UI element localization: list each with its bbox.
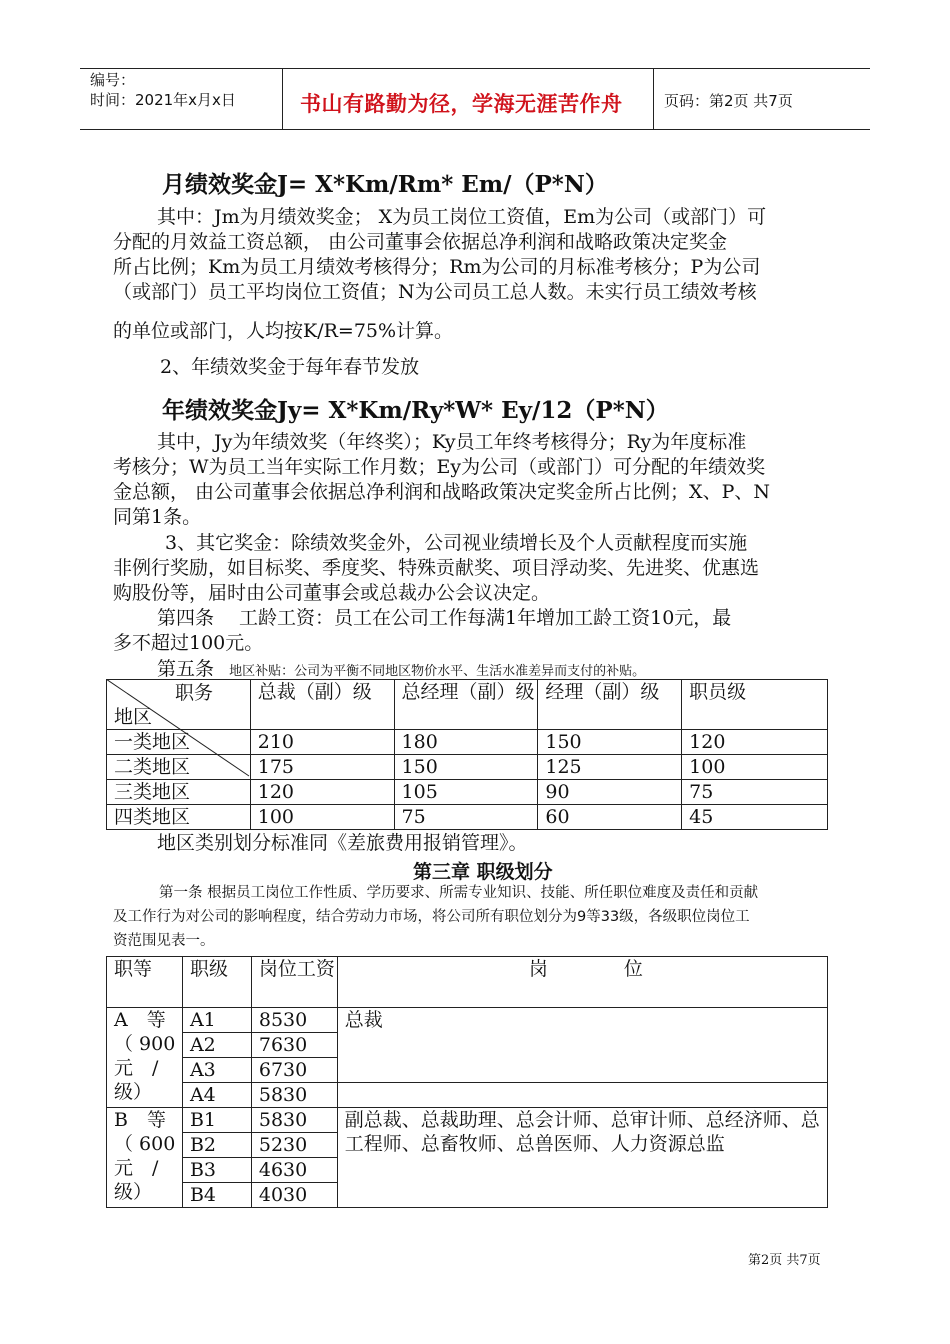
yearly-heading: 2、年绩效奖金于每年春节发放 <box>160 356 420 378</box>
salary-cell: 5230 <box>251 1133 337 1158</box>
text-line: 购股份等，届时由公司董事会或总裁办公会议决定。 <box>113 582 551 604</box>
table-cell: 75 <box>682 780 828 805</box>
column-header: 经理（副）级 <box>538 680 682 730</box>
header-meta <box>90 70 236 110</box>
table-cell: 45 <box>682 805 828 830</box>
level-cell: A2 <box>182 1033 251 1058</box>
column-header: 职员级 <box>682 680 828 730</box>
yearly-explanation <box>113 430 840 530</box>
table-cell: 100 <box>682 755 828 780</box>
table-row <box>107 1083 828 1108</box>
text-line: 3、其它奖金：除绩效奖金外，公司视业绩增长及个人贡献程度而实施 <box>165 532 748 554</box>
grade-cell <box>107 1008 183 1108</box>
region-cell: 二类地区 <box>107 755 251 780</box>
text-line: 的单位或部门，人均按K/R=75%计算。 <box>113 320 454 342</box>
grade-line: A 等 <box>114 1009 166 1031</box>
monthly-explanation <box>113 205 840 344</box>
region-cell: 四类地区 <box>107 805 251 830</box>
region-cell: 三类地区 <box>107 780 251 805</box>
text-line: 其中：Jm为月绩效奖金； X为员工岗位工资值，Em为公司（或部门）可 <box>157 206 767 228</box>
time-label: 时间：2021年x月x日 <box>90 91 236 109</box>
column-header: 总裁（副）级 <box>250 680 394 730</box>
grade-line: （ 600 <box>114 1133 176 1155</box>
chapter-title: 第三章 职级划分 <box>413 861 553 883</box>
text-line: （或部门）员工平均岗位工资值；N为公司员工总人数。未实行员工绩效考核 <box>113 281 757 303</box>
chapter3-article-1 <box>113 881 843 953</box>
level-cell: A1 <box>182 1008 251 1033</box>
table-cell: 75 <box>394 805 538 830</box>
header-divider-left <box>282 68 283 129</box>
table-cell: 105 <box>394 780 538 805</box>
subsidy-description: 地区补贴：公司为平衡不同地区物价水平、生活水准差异而支付的补贴。 <box>229 664 646 679</box>
text-line: 资范围见表一。 <box>113 933 215 949</box>
header-page-info: 页码：第2页 共7页 <box>664 92 793 110</box>
salary-cell: 8530 <box>251 1008 337 1033</box>
salary-cell: 5830 <box>251 1108 337 1133</box>
table-cell: 60 <box>538 805 682 830</box>
grade-cell <box>107 1108 183 1208</box>
table-cell: 100 <box>250 805 394 830</box>
position-cell: 副总裁、总裁助理、总会计师、总审计师、总经济师、总工程师、总畜牧师、总兽医师、人力资源总监 <box>337 1108 827 1208</box>
region-cell: 一类地区 <box>107 730 251 755</box>
level-cell: A3 <box>182 1058 251 1083</box>
position-cell: 总裁 <box>337 1008 827 1083</box>
grade-line: 元 / <box>114 1157 159 1179</box>
text-line: 及工作行为对公司的影响程度，结合劳动力市场，将公司所有职位划分为9等33级，各级职位岗位工 <box>113 909 750 925</box>
position-header: 岗 位 <box>337 957 827 1008</box>
grade-header: 职等 <box>107 957 183 1008</box>
level-cell: B2 <box>182 1133 251 1158</box>
yearly-formula: 年绩效奖金Jy= X*Km/Ry*W* Ey/12（P*N） <box>162 397 669 424</box>
text-line: 多不超过100元。 <box>113 632 264 654</box>
level-cell: A4 <box>182 1083 251 1108</box>
table-row <box>107 1008 828 1033</box>
subsidy-note: 地区类别划分标准同《差旅费用报销管理》。 <box>157 832 528 854</box>
grade-table <box>106 956 828 1208</box>
level-header: 职级 <box>182 957 251 1008</box>
grade-header-row <box>107 957 828 1008</box>
text-line: 其中，Jy为年绩效奖（年终奖）；Ky员工年终考核得分；Ry为年度标准 <box>157 431 747 453</box>
seniority-pay <box>113 606 840 656</box>
text-line: 非例行奖励，如目标奖、季度奖、特殊贡献奖、项目浮动奖、先进奖、优惠选 <box>113 557 760 579</box>
level-cell: B1 <box>182 1108 251 1133</box>
serial-label: 编号： <box>90 71 136 89</box>
salary-cell: 5830 <box>251 1083 337 1108</box>
salary-cell: 6730 <box>251 1058 337 1083</box>
table-row <box>107 1108 828 1133</box>
level-cell: B4 <box>182 1183 251 1208</box>
text-line: 同第1条。 <box>113 506 202 528</box>
header-bottom-rule <box>80 129 870 130</box>
salary-cell: 4030 <box>251 1183 337 1208</box>
table-cell: 210 <box>250 730 394 755</box>
level-cell: B3 <box>182 1158 251 1183</box>
table-row <box>107 805 828 830</box>
text-line: 所占比例；Km为员工月绩效考核得分；Rm为公司的月标准考核分；P为公司 <box>113 256 761 278</box>
column-header: 总经理（副）级 <box>394 680 538 730</box>
salary-header: 岗位工资 <box>251 957 337 1008</box>
corner-diagonal-line <box>106 679 251 779</box>
header-top-rule <box>80 68 870 69</box>
table-cell: 120 <box>682 730 828 755</box>
table-cell: 120 <box>250 780 394 805</box>
text-line: 第一条 根据员工岗位工作性质、学历要求、所需专业知识、技能、所任职位难度及责任和贡献 <box>159 885 759 901</box>
table-cell: 180 <box>394 730 538 755</box>
table-cell: 90 <box>538 780 682 805</box>
header-motto: 书山有路勤为径，学海无涯苦作舟 <box>300 92 623 116</box>
subsidy-article: 第五条 <box>157 658 215 680</box>
grade-line: 元 / <box>114 1057 159 1079</box>
table-cell: 150 <box>394 755 538 780</box>
grade-line: （ 900 <box>114 1033 176 1055</box>
grade-line: 级） <box>114 1181 153 1203</box>
monthly-formula: 月绩效奖金J= X*Km/Rm* Em/（P*N） <box>162 171 608 198</box>
table-cell: 150 <box>538 730 682 755</box>
text-line: 第四条 工龄工资：员工在公司工作每满1年增加工龄工资10元，最 <box>157 607 732 629</box>
position-cell-empty <box>337 1083 827 1108</box>
text-line: 金总额， 由公司董事会依据总净利润和战略政策决定奖金所占比例；X、P、N <box>113 481 770 503</box>
grade-line: B 等 <box>114 1109 166 1131</box>
corner-bottom-label: 地区 <box>114 706 153 728</box>
other-bonus <box>113 531 840 606</box>
text-line: 考核分；W为员工当年实际工作月数；Ey为公司（或部门）可分配的年绩效奖 <box>113 456 766 478</box>
footer-page-number: 第2页 共7页 <box>748 1253 821 1268</box>
corner-top-label: 职务 <box>175 682 214 704</box>
table-row <box>107 780 828 805</box>
grade-line: 级） <box>114 1081 153 1103</box>
subsidy-intro <box>157 654 645 681</box>
table-cell: 175 <box>250 755 394 780</box>
text-line: 分配的月效益工资总额， 由公司董事会依据总净利润和战略政策决定奖金 <box>113 231 728 253</box>
header-divider-right <box>653 68 654 129</box>
table-cell: 125 <box>538 755 682 780</box>
salary-cell: 4630 <box>251 1158 337 1183</box>
salary-cell: 7630 <box>251 1033 337 1058</box>
